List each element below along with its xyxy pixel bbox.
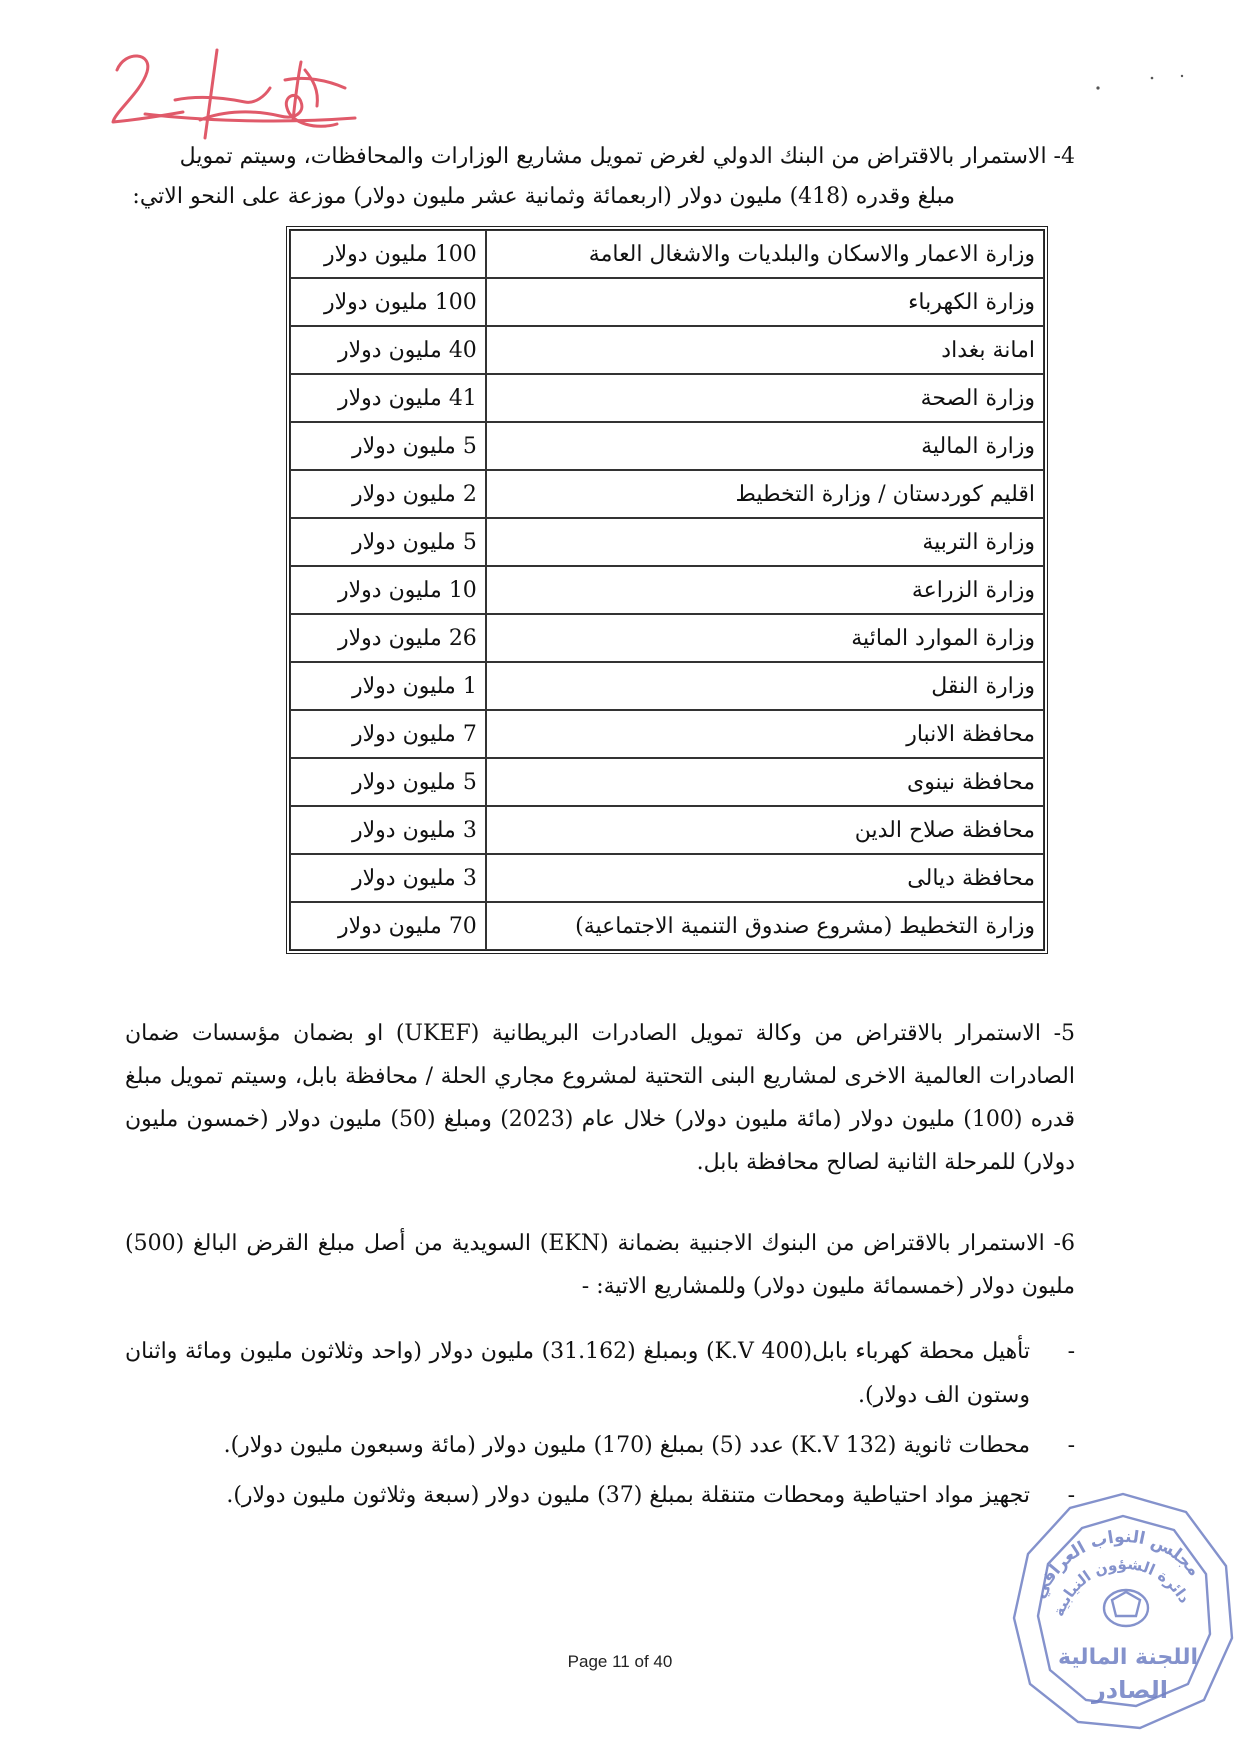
official-stamp — [1008, 1488, 1238, 1733]
row-organization: محافظة نينوى — [486, 758, 1044, 806]
row-amount: 41 مليون دولار — [290, 374, 486, 422]
list-item — [125, 1330, 1075, 1418]
row-amount: 7 مليون دولار — [290, 710, 486, 758]
table-row — [290, 566, 1044, 614]
table-row — [290, 806, 1044, 854]
table-row — [290, 758, 1044, 806]
row-amount: 100 مليون دولار — [290, 278, 486, 326]
list-item-text: محطات ثانوية (132 K.V) عدد (5) بمبلغ (170) مليون دولار (مائة وسبعون مليون دولار). — [223, 1433, 1030, 1458]
row-amount: 100 مليون دولار — [290, 230, 486, 278]
row-organization: وزارة الموارد المائية — [486, 614, 1044, 662]
row-organization: امانة بغداد — [486, 326, 1044, 374]
list-item — [125, 1474, 1075, 1518]
row-organization: وزارة الاعمار والاسكان والبلديات والاشغال العامة — [486, 230, 1044, 278]
row-organization: وزارة التخطيط (مشروع صندوق التنمية الاجتماعية) — [486, 902, 1044, 950]
of-label: of — [634, 1652, 649, 1671]
scan-specks — [1090, 70, 1210, 100]
stamp-mid-text-path: دائرة الشؤون النيابية — [1049, 1554, 1194, 1619]
list-bullet-dash: - — [1067, 1433, 1075, 1458]
row-organization: اقليم كوردستان / وزارة التخطيط — [486, 470, 1044, 518]
table-row — [290, 854, 1044, 902]
row-amount: 5 مليون دولار — [290, 422, 486, 470]
table-row — [290, 614, 1044, 662]
handwritten-signature — [105, 40, 375, 150]
row-amount: 3 مليون دولار — [290, 806, 486, 854]
row-organization: وزارة التربية — [486, 518, 1044, 566]
projects-list — [125, 1330, 1075, 1524]
table-row — [290, 470, 1044, 518]
stamp-outer-text-path: مجلس النواب العراقي — [1029, 1526, 1205, 1602]
row-organization: وزارة المالية — [486, 422, 1044, 470]
row-organization: وزارة الكهرباء — [486, 278, 1044, 326]
table-row — [290, 326, 1044, 374]
stamp-inner-line-2: الصادر — [1091, 1676, 1169, 1704]
paragraph-5: 5- الاستمرار بالاقتراض من وكالة تمويل الصادرات البريطانية (UKEF) او بضمان مؤسسات ضمان الصادرات العالمية الاخرى لمشاريع البنى التحتية لمشروع مجاري الحلة / محافظة بابل، وسيتم تمويل مبلغ قدره (100) مليون دولار (مائة مليون دولار) خلال عام (2023) ومبلغ (50) مليون دولار (خمسون مليون دولار) للمرحلة الثانية لصالح محافظة بابل. — [125, 1021, 1075, 1175]
table-row — [290, 518, 1044, 566]
row-amount: 70 مليون دولار — [290, 902, 486, 950]
list-item-text: تجهيز مواد احتياطية ومحطات متنقلة بمبلغ (37) مليون دولار (سبعة وثلاثون مليون دولار). — [226, 1483, 1030, 1508]
list-bullet-dash: - — [1067, 1483, 1075, 1508]
page-number: 11 — [612, 1652, 630, 1671]
row-amount: 5 مليون دولار — [290, 518, 486, 566]
paragraph-6: 6- الاستمرار بالاقتراض من البنوك الاجنبية بضمانة (EKN) السويدية من أصل مبلغ القرض البالغ (500) مليون دولار (خمسمائة مليون دولار) وللمشاريع الاتية: - — [125, 1231, 1075, 1299]
list-item — [125, 1424, 1075, 1468]
table-row — [290, 278, 1044, 326]
row-organization: وزارة الزراعة — [486, 566, 1044, 614]
row-organization: محافظة صلاح الدين — [486, 806, 1044, 854]
row-amount: 3 مليون دولار — [290, 854, 486, 902]
list-item-text: تأهيل محطة كهرباء بابل(400 K.V) وبمبلغ (31.162) مليون دولار (واحد وثلاثون مليون ومائة واثنان وستون الف دولار). — [125, 1339, 1031, 1408]
row-organization: وزارة النقل — [486, 662, 1044, 710]
row-organization: محافظة الانبار — [486, 710, 1044, 758]
row-organization: وزارة الصحة — [486, 374, 1044, 422]
table-row — [290, 422, 1044, 470]
paragraph-4 — [120, 137, 1075, 217]
row-amount: 40 مليون دولار — [290, 326, 486, 374]
list-bullet-dash: - — [1067, 1339, 1075, 1364]
row-amount: 2 مليون دولار — [290, 470, 486, 518]
table-row — [290, 374, 1044, 422]
table-row — [290, 710, 1044, 758]
row-amount: 1 مليون دولار — [290, 662, 486, 710]
row-organization: محافظة ديالى — [486, 854, 1044, 902]
row-amount: 10 مليون دولار — [290, 566, 486, 614]
table-row — [290, 662, 1044, 710]
paragraph-4-line-2: مبلغ وقدره (418) مليون دولار (اربعمائة وثمانية عشر مليون دولار) موزعة على النحو الاتي: — [132, 184, 955, 209]
table-row — [290, 902, 1044, 950]
funding-allocation-table — [286, 226, 1048, 954]
row-amount: 5 مليون دولار — [290, 758, 486, 806]
stamp-inner-line-1: اللجنة المالية — [1057, 1645, 1199, 1670]
page-label: Page — [567, 1652, 608, 1671]
funding-table-body — [290, 230, 1044, 950]
total-pages: 40 — [653, 1652, 673, 1671]
table-row — [290, 230, 1044, 278]
paragraph-4-line-1: 4- الاستمرار بالاقتراض من البنك الدولي لغرض تمويل مشاريع الوزارات والمحافظات، وسيتم تمويل — [179, 144, 1075, 169]
row-amount: 26 مليون دولار — [290, 614, 486, 662]
